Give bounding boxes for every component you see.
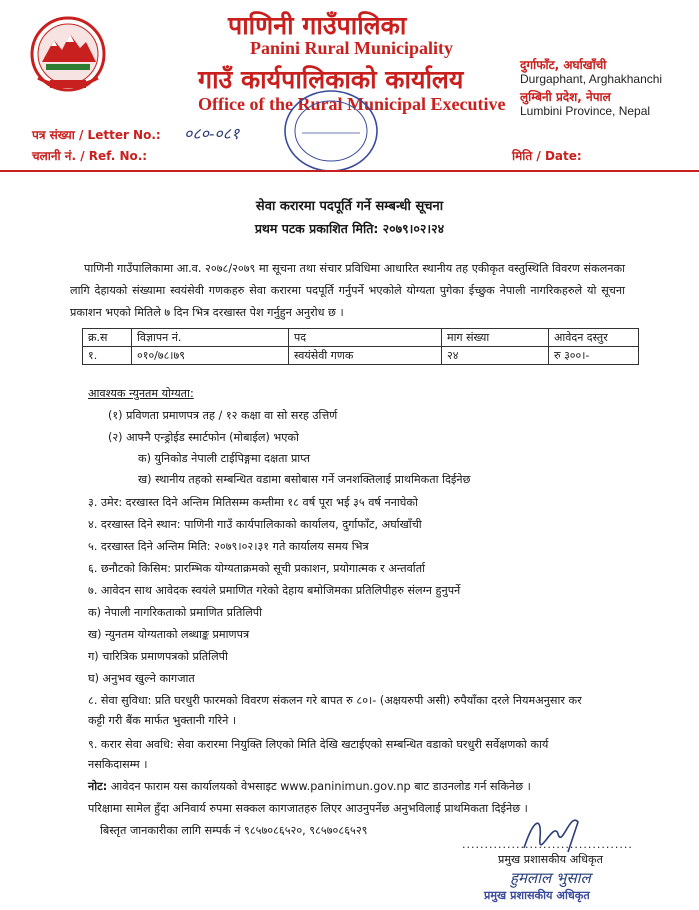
attachment-item: ग) चारित्रिक प्रमाणपत्रको प्रतिलिपी — [88, 650, 228, 663]
address-np-2: लुम्बिनी प्रदेश, नेपाल — [520, 90, 611, 104]
address-np-1: दुर्गाफाँट, अर्घाखाँची — [520, 58, 607, 72]
table-header: पद — [289, 329, 442, 347]
requirement-item: (२) आफ्नै एन्ड्रोईड स्मार्टफोन (मोबाईल) भएको — [108, 431, 299, 444]
letter-no-label: पत्र संख्या / Letter No.: — [32, 128, 161, 142]
requirement-item: (१) प्रविणता प्रमाणपत्र तह / १२ कक्षा वा सो सरह उत्तिर्ण — [108, 409, 338, 422]
note-line — [88, 779, 531, 794]
address-en-2: Lumbini Province, Nepal — [520, 104, 651, 118]
point-deadline: ५. दरखास्त दिने अन्तिम मिति: २०७९।०२।३१ गते कार्यालय समय भित्र — [88, 540, 369, 553]
point-age: ३. उमेर: दरखास्त दिने अन्तिम मितिसम्म कम्तीमा १८ वर्ष पूरा भई ३५ वर्ष ननाघेको — [88, 496, 418, 509]
point-selection: ६. छनौटको किसिम: प्रारम्भिक योग्यताक्रमको सूची प्रकाशन, प्रयोगात्मक र अन्तर्वार्ता — [88, 562, 425, 575]
exam-note: परिक्षामा सामेल हुँदा अनिवार्य रुपमा सक्कल कागजातहरु लिएर आउनुपर्नेछ अनुभविलाई प्राथमिकता दिईनेछ । — [88, 802, 528, 815]
attachment-item: ख) न्युनतम योग्यताको लब्धाङ्क प्रमाणपत्र — [88, 628, 250, 641]
table-cell: ०१०/७८।७९ — [132, 347, 289, 365]
contact-info: बिस्तृत जानकारीका लागि सम्पर्क नं ९८५७०८६५२०, ९८५७०८६५२९ — [100, 824, 368, 837]
table-header: विज्ञापन नं. — [132, 329, 289, 347]
table-cell: १. — [83, 347, 132, 365]
table-cell: २४ — [442, 347, 549, 365]
point-location: ४. दरखास्त दिने स्थान: पाणिनी गाउँ कार्यपालिकाको कार्यालय, दुर्गाफाँट, अर्घाखाँची — [88, 518, 422, 531]
table-row — [83, 347, 639, 365]
point-contract-period: ९. करार सेवा अवधि: सेवा करारमा नियुक्ति लिएको मिति देखि खटाईएको सम्बन्धित वडाको घरधुरी सर्वेक्षणको कार्य — [88, 738, 549, 751]
municipality-title-en: Panini Rural Municipality — [250, 38, 454, 58]
point-facility: ८. सेवा सुविधा: प्रति घरधुरी फारमको विवरण संकलन गरे बापत रु ८०।- (अक्षयरुपी असी) रुपैयाँका दरले नियमअनुसार कर — [88, 694, 582, 707]
attachment-item: घ) अनुभव खुल्ने कागजात — [88, 672, 195, 685]
table-header-row — [83, 329, 639, 347]
table-header: क्र.स — [83, 329, 132, 347]
attachment-item: क) नेपाली नागरिकताको प्रमाणित प्रतिलिपी — [88, 606, 263, 619]
table-cell: स्वयंसेवी गणक — [289, 347, 442, 365]
table-cell: रु ३००।- — [549, 347, 639, 365]
ref-no-label: चलानी नं. / Ref. No.: — [32, 149, 148, 163]
signature-line: ...................................... — [462, 838, 633, 851]
requirement-subitem: ख) स्थानीय तहको सम्बन्धित वडामा बसोबास गर्ने जनशक्तिलाई प्राथमिकता दिईनेछ — [138, 473, 471, 486]
requirements-heading: आवश्यक न्युनतम योग्यता: — [88, 387, 194, 400]
notice-title: सेवा करारमा पदपूर्ति गर्ने सम्बन्धी सूचना — [255, 199, 444, 214]
nepal-emblem-logo — [28, 14, 108, 96]
address-en-1: Durgaphant, Arghakhanchi — [520, 72, 663, 86]
requirement-subitem: क) युनिकोड नेपाली टाईपिङ्गमा दक्षता प्राप्त — [138, 452, 311, 465]
note-label: नोट: — [88, 780, 108, 793]
vacancy-table — [82, 328, 639, 365]
header-divider — [0, 170, 699, 172]
first-published-date: प्रथम पटक प्रकाशित मिति: २०७९।०२।२४ — [254, 221, 445, 236]
date-label: मिति / Date: — [512, 149, 582, 163]
point-contract-period-cont: नसकिदासम्म । — [88, 758, 148, 771]
municipality-title-np: पाणिनी गाउँपालिका — [228, 11, 407, 40]
signatory-title: प्रमुख प्रशासकीय अधिकृत — [498, 853, 604, 866]
office-title-np: गाउँ कार्यपालिकाको कार्यालय — [198, 65, 464, 94]
signatory-stamp-title: प्रमुख प्रशासकीय अधिकृत — [484, 889, 590, 902]
table-header: माग संख्या — [442, 329, 549, 347]
point-attachments: ७. आवेदन साथ आवेदक स्वयंले प्रमाणित गरेको देहाय बमोजिमका प्रतिलिपीहरु संलग्न हुनुपर्ने — [88, 584, 461, 597]
office-stamp — [282, 88, 380, 174]
office-title-en: Office of the Rural Municipal Executive — [198, 94, 506, 114]
table-header: आवेदन दस्तुर — [549, 329, 639, 347]
point-facility-cont: कट्टी गरी बैंक मार्फत भुक्तानी गरिने । — [88, 714, 237, 727]
letter-no-value: ०८०-०८१ — [184, 124, 240, 143]
note-text: आवेदन फाराम यस कार्यालयको वेभसाइट www.paninimun.gov.np बाट डाउनलोड गर्न सकिनेछ । — [107, 780, 531, 793]
notice-intro-paragraph: पाणिनी गाउँपालिकामा आ.व. २०७८/२०७९ मा सूचना तथा संचार प्रविधिमा आधारित स्थानीय तह एकीकृत वस्तुस्थिति विवरण संकलनका लागि देहायको संख्यामा स्वयंसेवी गणकहरु सेवा करारमा पदपूर्ति गर्नुपर्ने भएकोले योग्यता पुगेका ईच्छुक नेपाली नागरिकहरुले यो सूचना प्रकाशन भएको मितिले ७ दिन भित्र दरखास्त पेश गर्नुहुन अनुरोध छ । — [70, 262, 625, 319]
signatory-name: हुमलाल भुसाल — [510, 869, 591, 887]
